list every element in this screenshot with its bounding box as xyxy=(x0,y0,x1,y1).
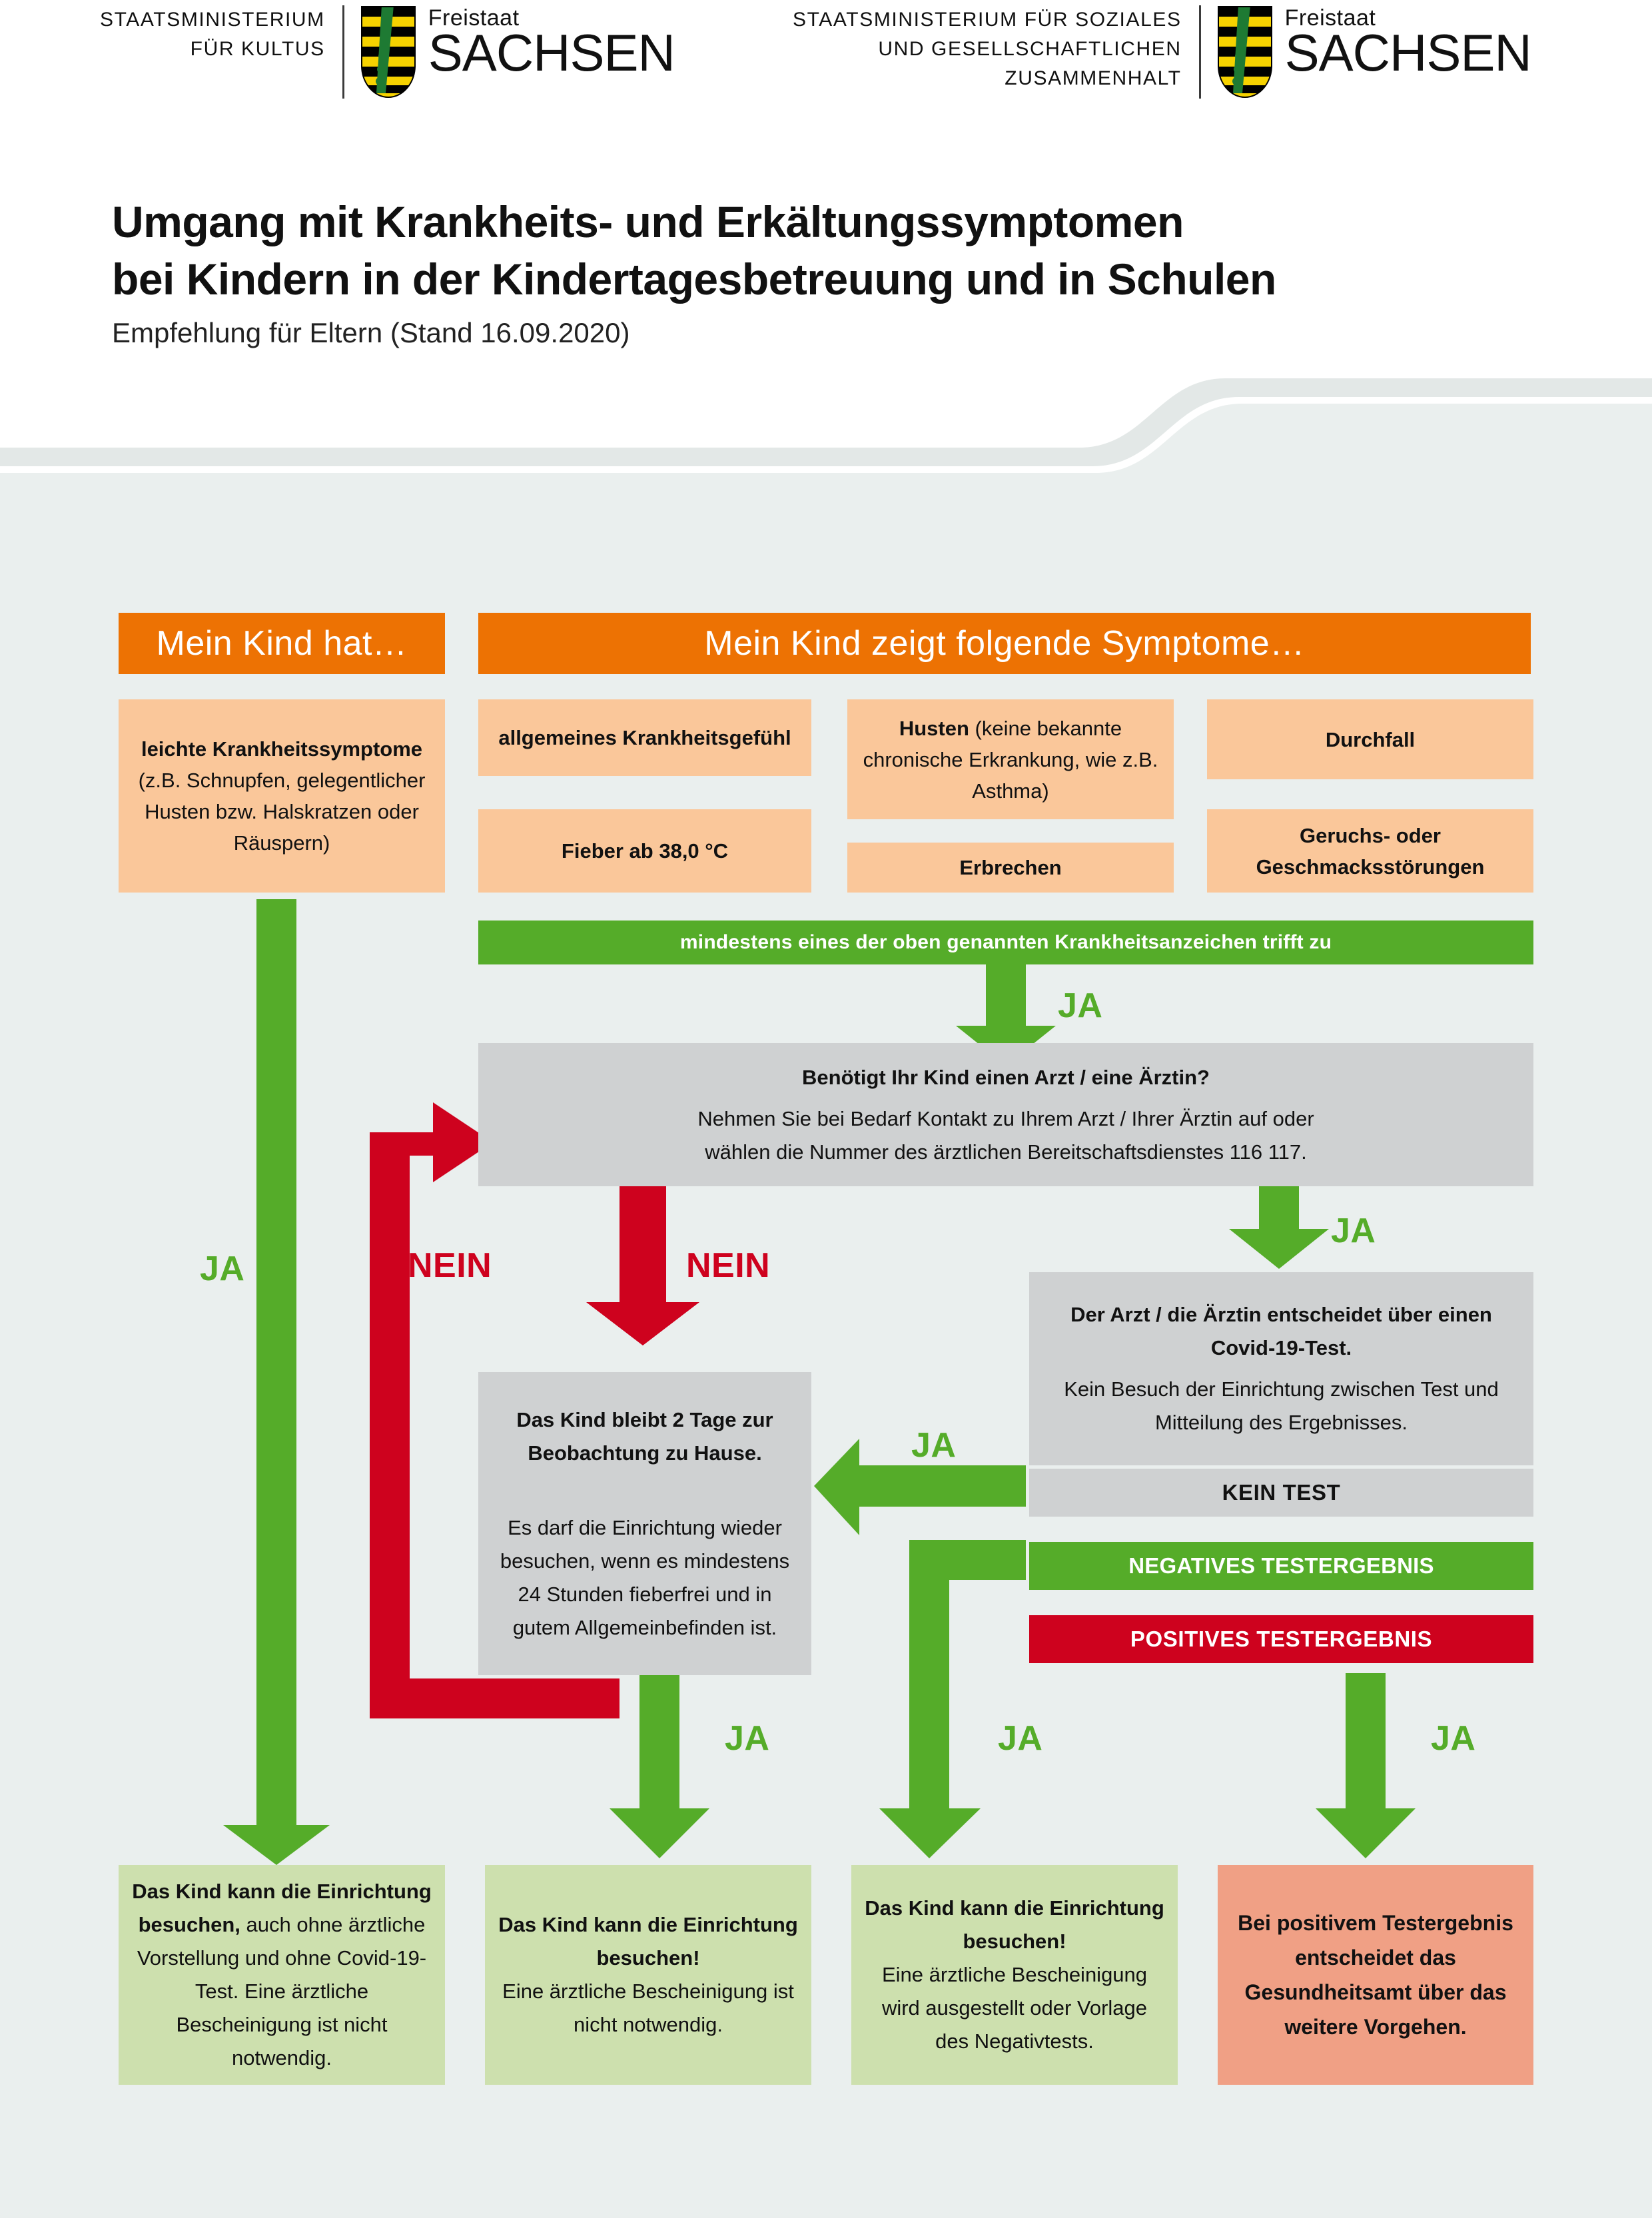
arrow-label-ja-mild: JA xyxy=(200,1250,245,1288)
symptom-text: allgemeines Krankheitsgefühl xyxy=(498,726,791,749)
arrow-label-ja-negative: JA xyxy=(998,1719,1043,1758)
action-detail: Es darf die Einrichtung wieder besuchen, wenn es mindestens 24 Stunden fieberfrei und in gutem Allgemeinbefinden ist. xyxy=(500,1515,790,1639)
result-detail: Eine ärztliche Bescheinigung wird ausgestellt oder Vorlage des Negativtests. xyxy=(881,1963,1148,2053)
symptom-bold: leichte Krankheitssymptome xyxy=(141,737,423,761)
result-text xyxy=(485,1903,811,2047)
outcome-negative-result xyxy=(1029,1542,1533,1590)
symptom-box-fever xyxy=(478,809,811,893)
arrow-label-ja-condition: JA xyxy=(1058,986,1103,1025)
result-detail: auch ohne ärztliche Vorstellung und ohne Covid-19-Test. Eine ärztliche Bescheinigung ist nicht notwendig. xyxy=(137,1913,427,2069)
decision-text xyxy=(478,1056,1533,1174)
decision-detail-1: Nehmen Sie bei Bedarf Kontakt zu Ihrem Arzt / Ihrer Ärztin auf oder xyxy=(697,1106,1314,1130)
symptom-text: Fieber ab 38,0 °C xyxy=(561,839,729,863)
action-text xyxy=(1029,1293,1533,1445)
sachsen-label: SACHSEN xyxy=(1284,23,1531,82)
symptom-text: Geruchs- oder Geschmacksstörungen xyxy=(1256,823,1485,879)
sachsen-label: SACHSEN xyxy=(428,23,675,82)
symptom-bold: Husten xyxy=(899,716,975,740)
result-text: Bei positivem Testergebnis entscheidet das Gesundheitsamt über das weitere Vorgehen. xyxy=(1238,1911,1513,2039)
symptom-box-vomiting xyxy=(847,843,1174,893)
column-header-mein-kind-hat xyxy=(119,613,445,674)
result-bold: Das Kind kann die Einrichtung besuchen, xyxy=(132,1880,432,1936)
symptom-box-general xyxy=(478,699,811,776)
result-box-1 xyxy=(119,1865,445,2085)
symptom-box-cough xyxy=(847,699,1174,819)
column-header-symptome xyxy=(478,613,1531,674)
action-detail: Kein Besuch der Einrichtung zwischen Test und Mitteilung des Ergebnisses. xyxy=(1064,1377,1499,1434)
action-bold: Das Kind bleibt 2 Tage zur Beobachtung zu Hause. xyxy=(516,1407,773,1465)
result-bold: Das Kind kann die Einrichtung besuchen! xyxy=(498,1913,798,1970)
column-header-label: Mein Kind zeigt folgende Symptome… xyxy=(704,624,1305,663)
column-header-label: Mein Kind hat… xyxy=(156,624,408,663)
ministry-line-1: STAATSMINISTERIUM FÜR SOZIALES xyxy=(793,9,1182,31)
decision-doctor-needed xyxy=(478,1043,1533,1186)
action-doctor-decides-test xyxy=(1029,1272,1533,1465)
result-text xyxy=(119,1870,445,2080)
result-text xyxy=(851,1886,1178,2063)
freistaat-label: Freistaat xyxy=(1284,5,1376,31)
ministry-line-2: UND GESELLSCHAFTLICHEN xyxy=(878,38,1182,60)
outcome-no-test xyxy=(1029,1469,1533,1517)
document-subtitle: Empfehlung für Eltern (Stand 16.09.2020) xyxy=(112,317,630,348)
action-home-observation xyxy=(478,1372,811,1675)
outcome-label: KEIN TEST xyxy=(1222,1480,1341,1505)
symptom-box-diarrhea xyxy=(1207,699,1533,779)
title-line-2: bei Kindern in der Kindertagesbetreuung und in Schulen xyxy=(112,254,1276,304)
result-box-4 xyxy=(1218,1865,1533,2085)
result-detail: Eine ärztliche Bescheinigung ist nicht notwendig. xyxy=(502,1980,794,2036)
result-box-3 xyxy=(851,1865,1178,2085)
arrow-label-ja-positive: JA xyxy=(1431,1719,1476,1758)
ministry-line-1: STAATSMINISTERIUM xyxy=(100,9,325,31)
arrow-label-ja-doctor: JA xyxy=(1331,1212,1376,1250)
outcome-label: NEGATIVES TESTERGEBNIS xyxy=(1128,1553,1434,1578)
condition-bar xyxy=(478,921,1533,964)
arrow-label-ja-home: JA xyxy=(725,1719,770,1758)
outcome-positive-result xyxy=(1029,1615,1533,1663)
action-text xyxy=(478,1398,811,1650)
symptom-box-mild xyxy=(119,699,445,893)
symptom-text xyxy=(119,728,445,864)
arrow-label-nein-doctor: NEIN xyxy=(686,1246,771,1285)
result-box-2 xyxy=(485,1865,811,2085)
condition-bar-label: mindestens eines der oben genannten Krankheitsanzeichen trifft zu xyxy=(679,931,1332,953)
outcome-label: POSITIVES TESTERGEBNIS xyxy=(1130,1627,1433,1651)
ministry-line-2: FÜR KULTUS xyxy=(190,38,325,60)
symptom-text: Durchfall xyxy=(1325,727,1416,751)
symptom-text: Erbrechen xyxy=(959,856,1062,879)
symptom-text xyxy=(847,707,1174,812)
result-bold: Das Kind kann die Einrichtung besuchen! xyxy=(865,1896,1164,1953)
ministry-line-3: ZUSAMMENHALT xyxy=(1005,67,1182,89)
symptom-box-smell-taste xyxy=(1207,809,1533,893)
title-line-1: Umgang mit Krankheits- und Erkältungssymptomen xyxy=(112,197,1184,246)
decision-detail-2: wählen die Nummer des ärztlichen Bereitschaftsdienstes 116 117. xyxy=(705,1140,1307,1164)
arrow-label-nein-loop: NEIN xyxy=(408,1246,492,1285)
freistaat-label: Freistaat xyxy=(428,5,520,31)
symptom-detail: (keine bekannte chronische Erkrankung, wie z.B. Asthma) xyxy=(863,716,1158,803)
action-bold: Der Arzt / die Ärztin entscheidet über einen Covid-19-Test. xyxy=(1070,1303,1492,1359)
arrow-label-ja-no-test: JA xyxy=(911,1426,957,1465)
symptom-detail: (z.B. Schnupfen, gelegentlicher Husten bzw. Halskratzen oder Räuspern) xyxy=(138,769,426,855)
decision-question: Benötigt Ihr Kind einen Arzt / eine Ärztin? xyxy=(802,1065,1210,1089)
